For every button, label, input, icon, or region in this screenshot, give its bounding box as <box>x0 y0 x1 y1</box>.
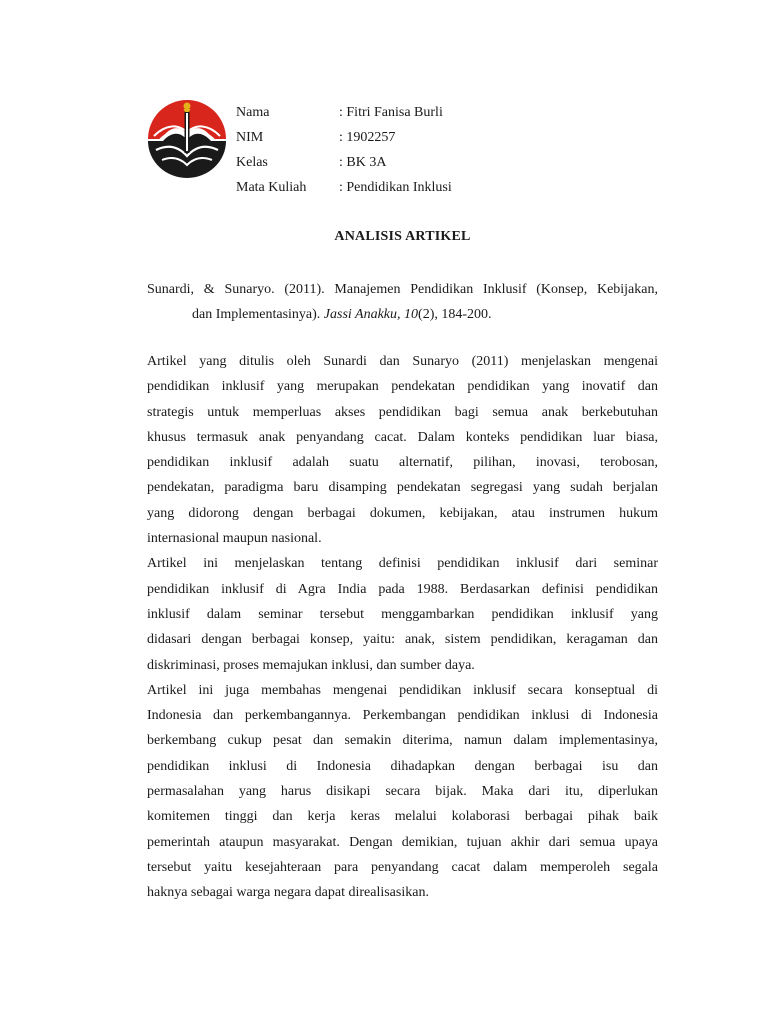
paragraph-line: Artikel yang ditulis oleh Sunardi dan Sunaryo (2011) menjelaskan mengenai <box>147 354 658 369</box>
paragraph-line: Artikel ini juga membahas mengenai pendidikan inklusif secara konseptual di <box>147 682 658 698</box>
info-row-mata-kuliah <box>236 175 452 200</box>
reference-journal: Jassi Anakku, 10 <box>323 307 419 322</box>
paragraph-line: berkembang cukup pesat dan semakin diterima, namun dalam implementasinya, <box>147 733 658 749</box>
info-label: Nama <box>236 105 270 120</box>
reference-citation <box>147 277 658 327</box>
paragraph-line: internasional maupun nasional. <box>147 531 322 547</box>
info-label: NIM <box>236 130 264 145</box>
university-logo-icon <box>146 98 228 178</box>
paragraph-line: strategis untuk memperluas akses pendidikan bagi semua anak berkebutuhan <box>147 404 658 420</box>
paragraph-line: pendidikan inklusif yang merupakan pendekatan pendidikan yang inovatif dan <box>147 379 658 395</box>
info-value: : Pendidikan Inklusi <box>339 180 452 195</box>
paragraph-line: inklusif dalam seminar tersebut menggambarkan pendidikan inklusif yang <box>147 606 658 622</box>
paragraph-line: Artikel ini menjelaskan tentang definisi pendidikan inklusif dari seminar <box>147 556 658 572</box>
info-row-nama <box>236 100 452 125</box>
reference-line-2 <box>147 302 658 327</box>
paragraph-2 <box>147 551 658 677</box>
paragraph-line: haknya sebagai warga negara dapat direalisasikan. <box>147 885 429 901</box>
info-label: Kelas <box>236 155 268 170</box>
paragraph-line: pendidikan inklusif di Agra India pada 1988. Berdasarkan definisi pendidikan <box>147 581 658 597</box>
info-value: : Fitri Fanisa Burli <box>339 105 443 120</box>
paragraph-line: pendidikan inklusif adalah suatu alternatif, pilihan, inovasi, terobosan, <box>147 455 658 471</box>
paragraph-line: Indonesia dan perkembangannya. Perkembangan pendidikan inklusi di Indonesia <box>147 708 658 724</box>
paragraph-line: pendekatan, paradigma baru disamping pendekatan segregasi yang sudah berjalan <box>147 480 658 496</box>
reference-issue-pages: (2), 184-200. <box>418 307 492 322</box>
paragraph-line: pendidikan inklusi di Indonesia dihadapkan dengan berbagai isu dan <box>147 758 658 774</box>
student-info <box>236 100 452 200</box>
paragraph-line: yang didorong dengan berbagai dokumen, kebijakan, atau instrumen hukum <box>147 505 658 521</box>
paragraph-line: diskriminasi, proses memajukan inklusi, dan sumber daya. <box>147 657 475 673</box>
paragraph-1 <box>147 349 658 551</box>
info-label: Mata Kuliah <box>236 180 307 195</box>
reference-title-end: dan Implementasinya). <box>192 307 324 322</box>
article-analysis-body <box>147 349 658 906</box>
paragraph-line: khusus termasuk anak penyandang cacat. Dalam konteks pendidikan luar biasa, <box>147 429 658 445</box>
info-value: : BK 3A <box>339 155 387 170</box>
paragraph-line: komitemen tinggi dan kerja keras melalui kolaborasi berbagai pihak baik <box>147 809 658 825</box>
paragraph-line: pemerintah ataupun masyarakat. Dengan demikian, tujuan akhir dari semua upaya <box>147 834 658 850</box>
paragraph-line: tersebut yaitu kesejahteraan para penyandang cacat dalam memperoleh segala <box>147 859 658 875</box>
reference-line-1: Sunardi, & Sunaryo. (2011). Manajemen Pendidikan Inklusif (Konsep, Kebijakan, <box>147 282 658 297</box>
info-row-nim <box>236 125 452 150</box>
info-value: : 1902257 <box>339 130 396 145</box>
paragraph-line: didasari dengan berbagai konsep, yaitu: anak, sistem pendidikan, keragaman dan <box>147 632 658 648</box>
info-row-kelas <box>236 150 452 175</box>
document-title: ANALISIS ARTIKEL <box>334 229 471 244</box>
paragraph-line: permasalahan yang harus disikapi secara bijak. Maka dari itu, diperlukan <box>147 784 658 800</box>
paragraph-3 <box>147 678 658 906</box>
